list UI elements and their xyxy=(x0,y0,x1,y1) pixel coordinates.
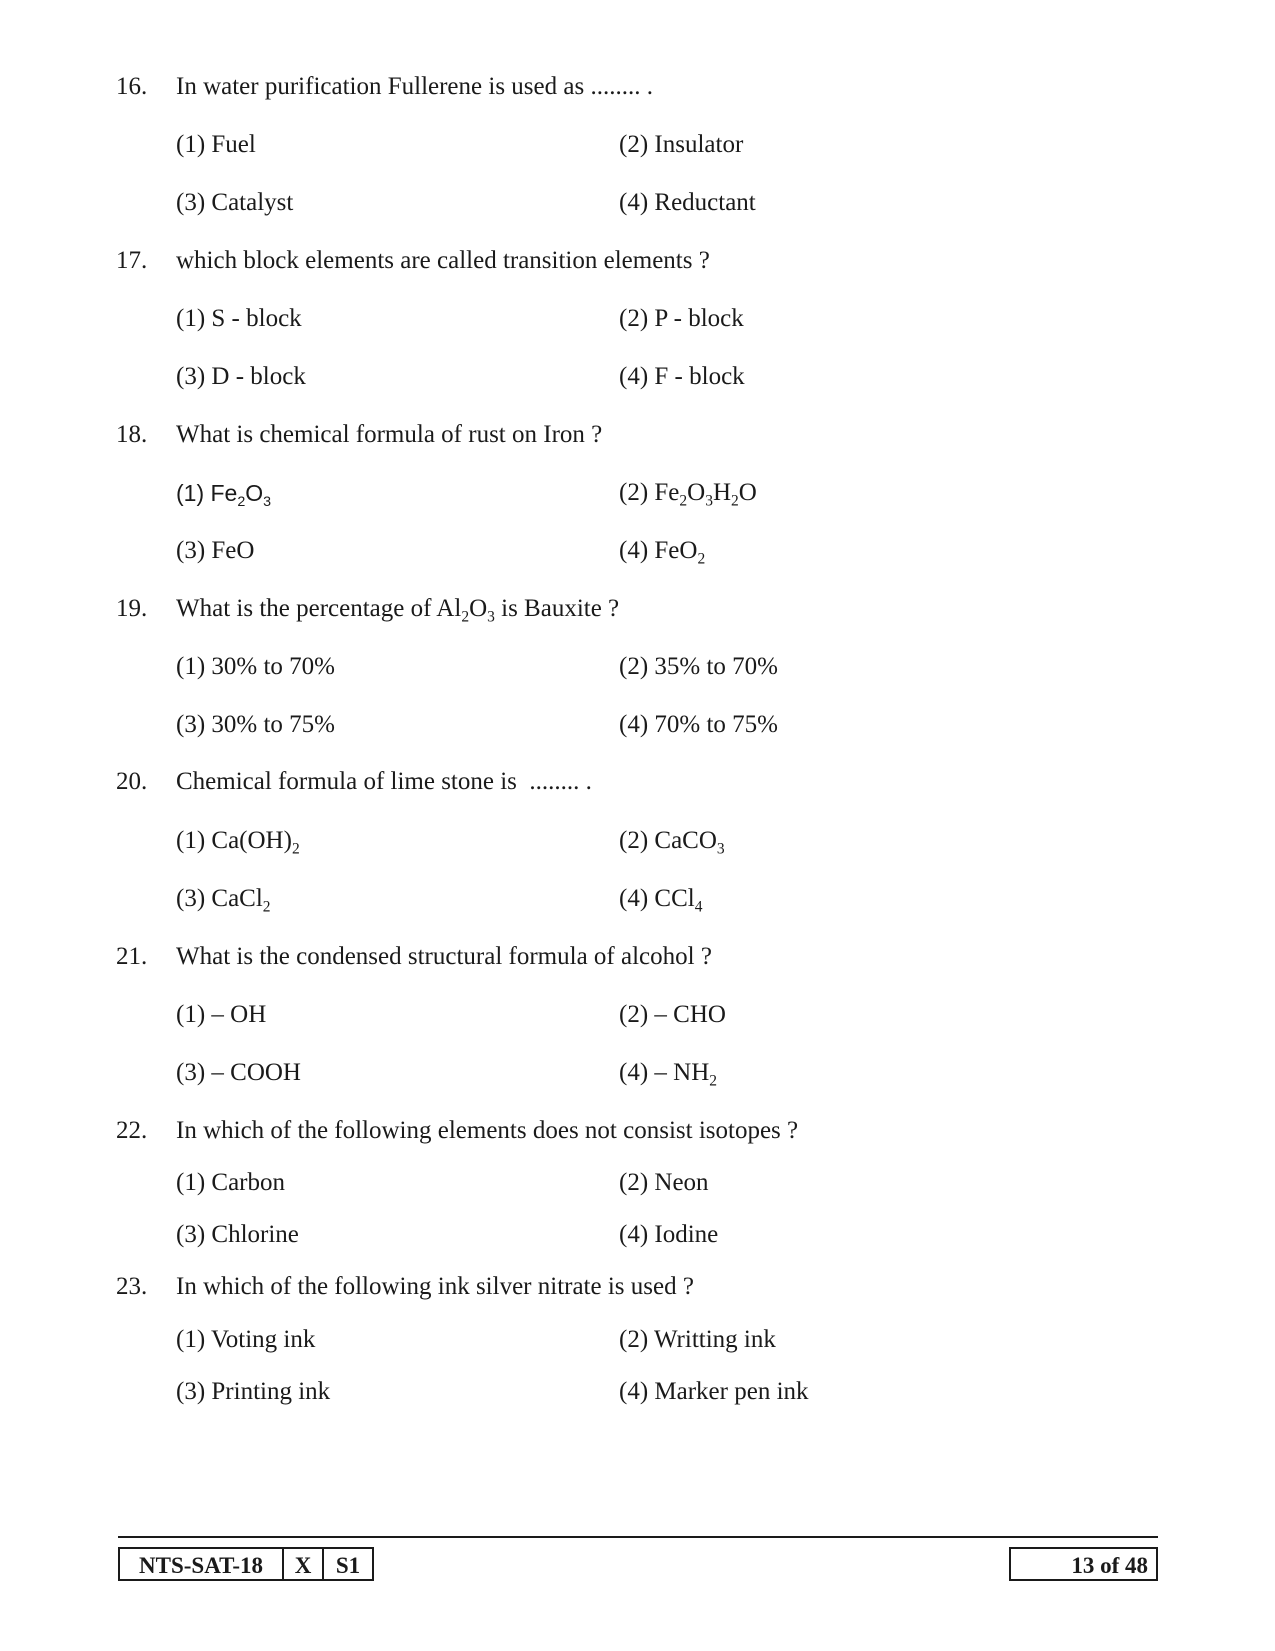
question-text: In which of the following elements does not consist isotopes ? xyxy=(176,1117,799,1144)
option-4: (4) Marker pen ink xyxy=(619,1378,809,1405)
option-3: (3) FeO xyxy=(176,537,255,564)
question-number: 21. xyxy=(116,943,148,970)
option-1: (1) 30% to 70% xyxy=(176,653,335,680)
option-4: (4) Reductant xyxy=(619,189,756,216)
question-number: 16. xyxy=(116,73,148,100)
question-text: In water purification Fullerene is used as ........ . xyxy=(176,73,653,100)
option-1: (1) Voting ink xyxy=(176,1326,316,1353)
option-2: (2) – CHO xyxy=(619,1001,726,1028)
option-4: (4) F - block xyxy=(619,363,745,390)
option-4: (4) CCl$_4$ xyxy=(619,885,703,916)
class-code: X xyxy=(282,1547,324,1581)
question-text: which block elements are called transition elements ? xyxy=(176,247,710,274)
question-text: What is the condensed structural formula of alcohol ? xyxy=(176,943,712,970)
page-number: 13 of 48 xyxy=(1009,1547,1158,1581)
option-2: (2) Writting ink xyxy=(619,1326,776,1353)
option-1: (1) $Fe_2O_3$ xyxy=(176,480,272,510)
question-number: 17. xyxy=(116,247,148,274)
option-3: (3) Printing ink xyxy=(176,1378,331,1405)
option-4: $(4) - NH_2$ xyxy=(619,1059,718,1090)
option-3: (3) Catalyst xyxy=(176,189,294,216)
option-2: (2) $Fe_2O_3H_2O$ xyxy=(619,479,757,510)
question-number: 23. xyxy=(116,1273,148,1300)
option-3: (3) – COOH xyxy=(176,1059,301,1086)
option-2: (2) CaCO$_3$ xyxy=(619,827,725,858)
question-number: 20. xyxy=(116,768,148,795)
option-1: (1) Fuel xyxy=(176,131,256,158)
paper-code: NTS-SAT-18 xyxy=(118,1547,284,1581)
option-1: (1) $Ca(OH)_2$ xyxy=(176,827,300,858)
option-1: (1) – OH xyxy=(176,1001,267,1028)
option-2: (2) P - block xyxy=(619,305,744,332)
option-2: (2) 35% to 70% xyxy=(619,653,778,680)
option-2: (2) Neon xyxy=(619,1169,709,1196)
option-3: (3) D - block xyxy=(176,363,306,390)
question-number: 18. xyxy=(116,421,148,448)
option-4: (4) 70% to 75% xyxy=(619,711,778,738)
question-text: In which of the following ink silver nitrate is used ? xyxy=(176,1273,694,1300)
question-number: 19. xyxy=(116,595,148,622)
question-text: What is the percentage of $Al_2O_3$ is Bauxite ? xyxy=(176,595,620,626)
footer-rule xyxy=(118,1536,1158,1538)
series-code: S1 xyxy=(322,1547,374,1581)
question-number: 22. xyxy=(116,1117,148,1144)
question-text: Chemical formula of lime stone is ........ . xyxy=(176,768,592,795)
option-2: (2) Insulator xyxy=(619,131,744,158)
option-3: (3) 30% to 75% xyxy=(176,711,335,738)
option-1: (1) S - block xyxy=(176,305,302,332)
option-1: (1) Carbon xyxy=(176,1169,285,1196)
option-3: (3) Chlorine xyxy=(176,1221,299,1248)
question-text: What is chemical formula of rust on Iron ? xyxy=(176,421,603,448)
option-4: (4) FeO$_2$ xyxy=(619,537,706,568)
option-3: (3) CaCl$_2$ xyxy=(176,885,271,916)
option-4: (4) Iodine xyxy=(619,1221,719,1248)
